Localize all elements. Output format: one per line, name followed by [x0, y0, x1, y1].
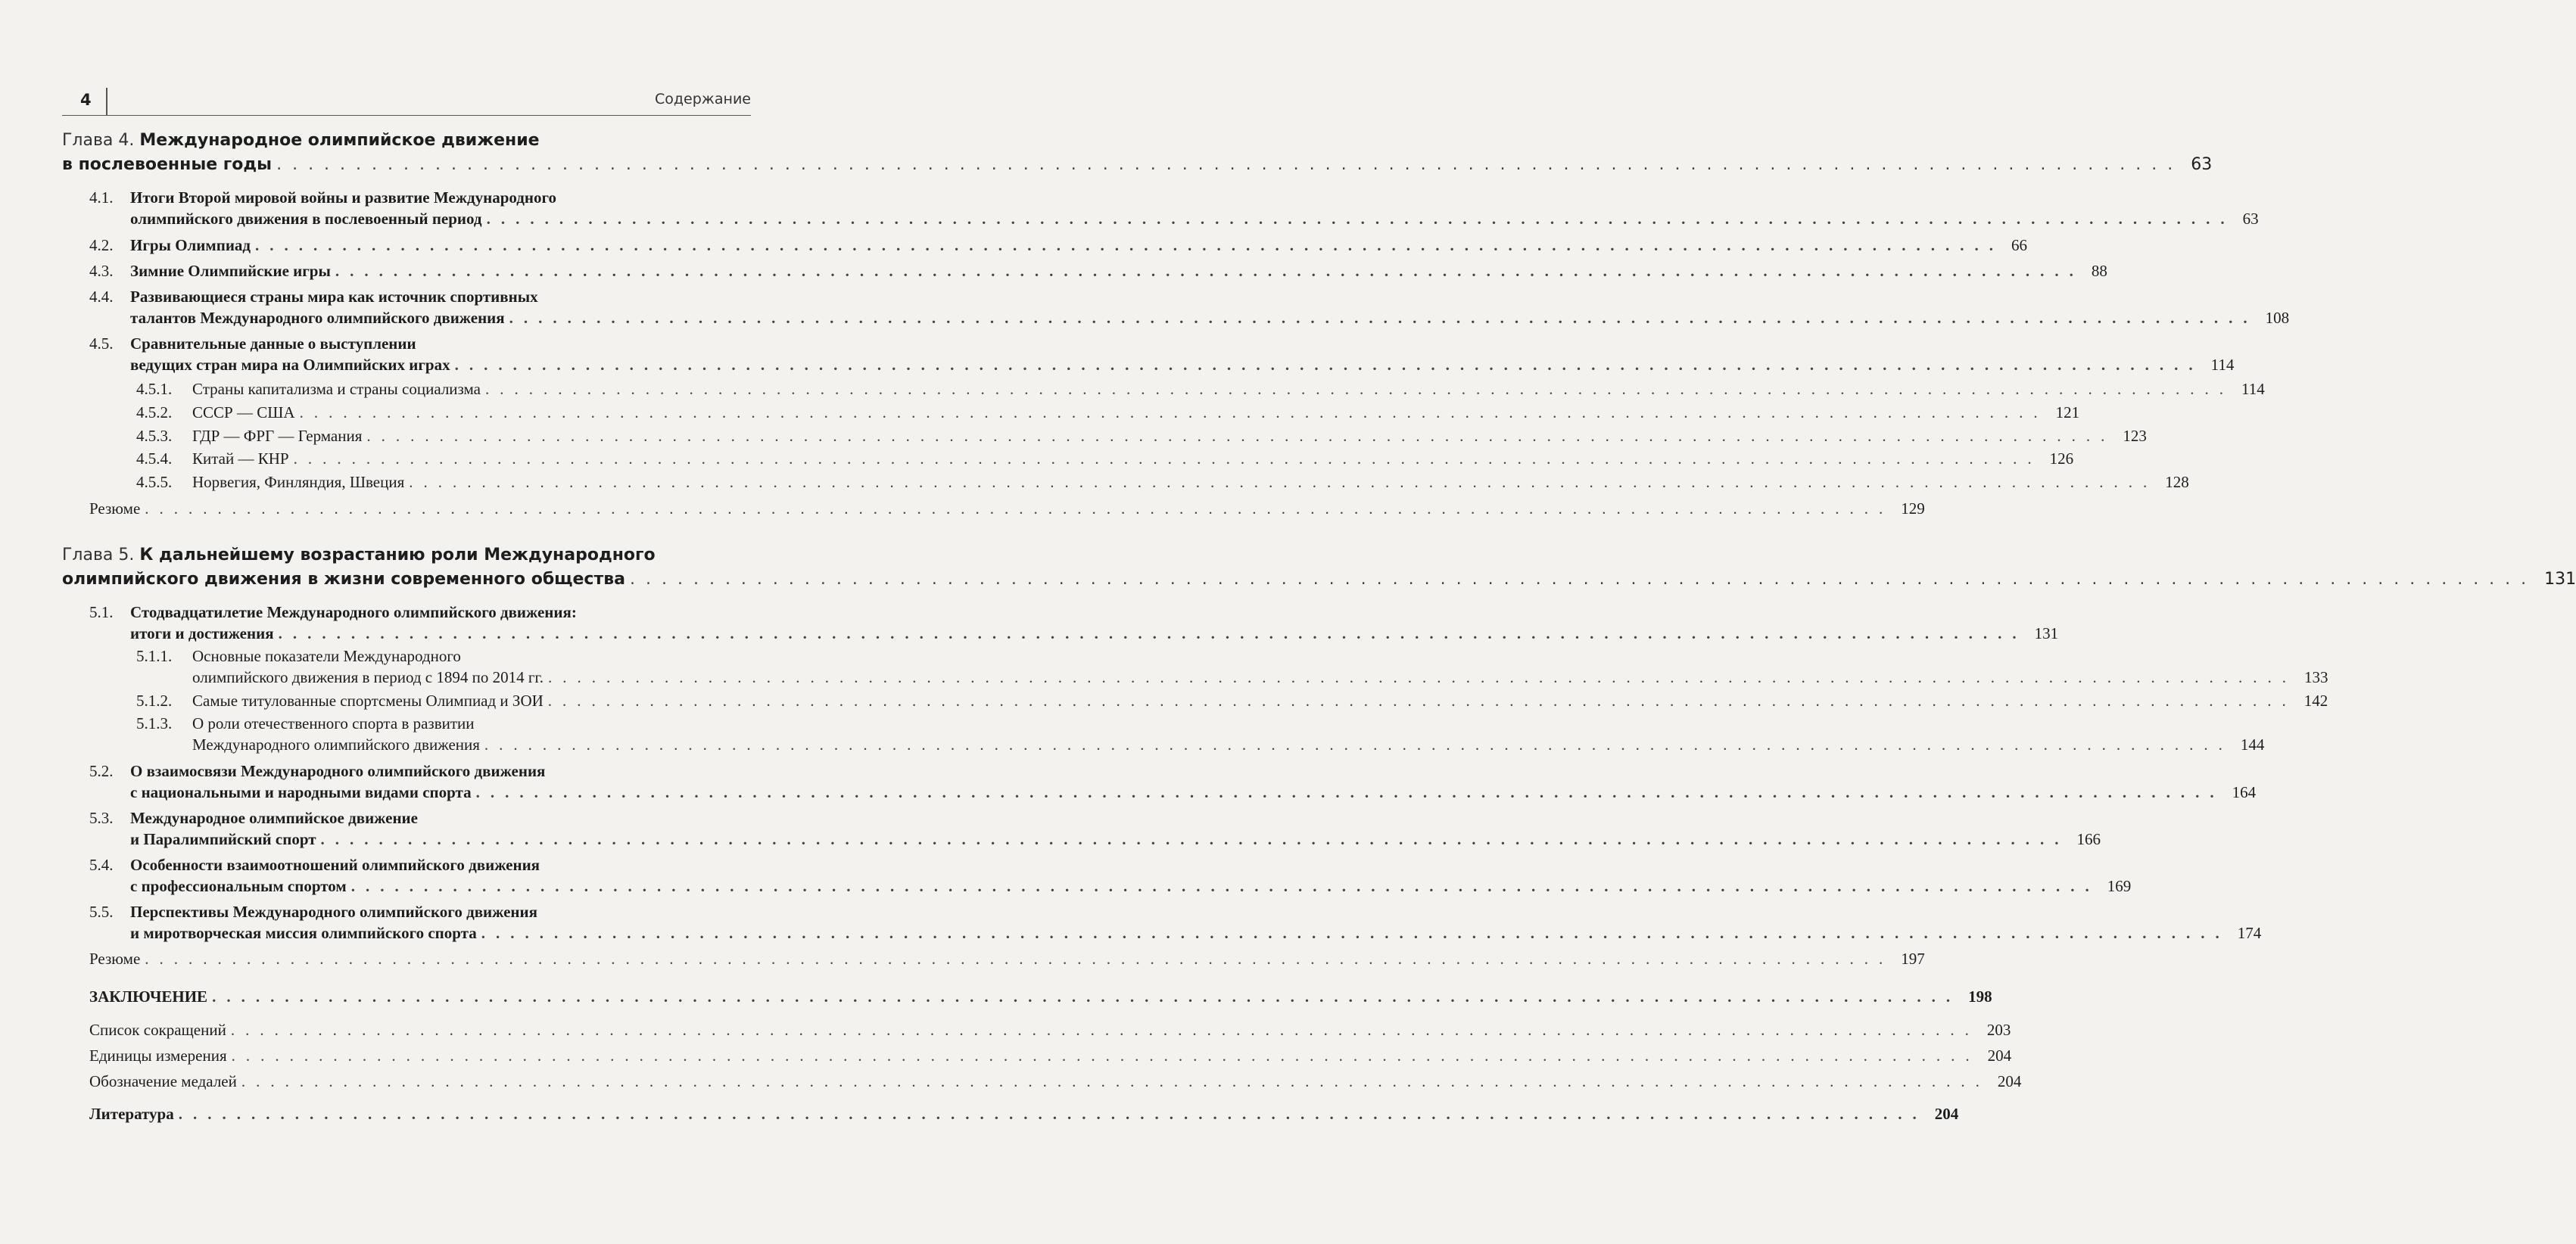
leader-dots: ........................................................................................................................: [231, 1047, 1980, 1065]
leader-dots: ........................................................................................................................: [335, 262, 2084, 280]
section-number: 5.5.: [89, 903, 114, 921]
subsection-title: Норвегия, Финляндия, Швеция: [192, 473, 405, 491]
section-title: Игры Олимпиад: [130, 236, 251, 254]
section-title: Итоги Второй мировой войны и развитие Международного: [130, 188, 557, 207]
leader-dots: ........................................................................................................................: [475, 783, 2225, 801]
entry-title: Единицы измерения: [89, 1047, 227, 1065]
leader-dots: ........................................................................................................................: [509, 309, 2258, 327]
leader-dots: ........................................................................................................................: [547, 668, 2297, 686]
subsection-title: Страны капитализма и страны социализма: [192, 380, 481, 398]
leader-dots: ........................................................................................................................: [276, 155, 2184, 174]
page-ref: 204: [1934, 1105, 1959, 1123]
section-title: Стодвадцатилетие Международного олимпийского движения:: [130, 603, 577, 621]
leader-dots: ........................................................................................................................: [629, 570, 2537, 589]
section-number: 5.3.: [89, 809, 114, 827]
leader-dots: ........................................................................................................................: [350, 877, 2100, 895]
toc-entry-4-3[interactable]: [89, 260, 2107, 281]
section-title-continued: ведущих стран мира на Олимпийских играх: [130, 356, 450, 374]
toc-entry-4-5-2[interactable]: [136, 402, 2080, 424]
page-ref: 166: [2076, 830, 2101, 848]
page-ref: 204: [1997, 1072, 2022, 1090]
page-ref: 129: [1901, 499, 1925, 518]
leader-dots: ........................................................................................................................: [230, 1021, 1980, 1039]
page-ref: 197: [1901, 950, 1925, 968]
page-ref: 204: [1987, 1047, 2012, 1065]
subsection-number: 5.1.3.: [136, 714, 173, 732]
subsection-number: 4.5.1.: [136, 380, 173, 398]
subsection-number: 5.1.1.: [136, 647, 173, 665]
toc-entry-literature[interactable]: [89, 1103, 1959, 1124]
header-divider: [106, 88, 107, 115]
page-ref: 142: [2303, 692, 2328, 710]
section-title-continued: и Паралимпийский спорт: [130, 830, 316, 848]
subsection-title: Самые титулованные спортсмены Олимпиад и ЗОИ: [192, 692, 544, 710]
section-title: Сравнительные данные о выступлении: [130, 334, 416, 353]
leader-dots: ........................................................................................................................: [255, 236, 2004, 254]
section-title-continued: олимпийского движения в послевоенный период: [130, 210, 482, 228]
toc-entry-4-5-4[interactable]: [136, 448, 2074, 470]
subsection-title: ГДР — ФРГ — Германия: [192, 427, 363, 445]
running-header: [62, 85, 751, 116]
leader-dots: ........................................................................................................................: [178, 1105, 1927, 1123]
section-number: 4.2.: [89, 236, 114, 254]
page-ref: 203: [1986, 1021, 2011, 1039]
toc-entry-4-2[interactable]: [89, 235, 2028, 256]
chapter-title-continued: олимпийского движения в жизни современного общества: [62, 570, 625, 589]
section-title-continued: с профессиональным спортом: [130, 877, 347, 895]
page-ref: 198: [1968, 987, 1992, 1006]
section-number: 4.4.: [89, 288, 114, 306]
toc-entry-4-5-5[interactable]: [136, 471, 2189, 493]
page-number: 4: [80, 91, 92, 109]
entry-title: ЗАКЛЮЧЕНИЕ: [89, 987, 208, 1006]
leader-dots: ........................................................................................................................: [454, 356, 2204, 374]
leader-dots: ........................................................................................................................: [366, 427, 2116, 445]
section-title: Зимние Олимпийские игры: [130, 262, 331, 280]
toc-entry-units[interactable]: [89, 1045, 2012, 1066]
page-ref: 131: [2034, 624, 2059, 642]
section-title: Перспективы Международного олимпийского движения: [130, 903, 537, 921]
leader-dots: ........................................................................................................................: [484, 736, 2233, 754]
chapter-title: К дальнейшему возрастанию роли Международного: [139, 546, 656, 564]
subsection-title: Китай — КНР: [192, 449, 289, 468]
section-title-continued: итоги и достижения: [130, 624, 274, 642]
subsection-number: 4.5.4.: [136, 449, 173, 468]
page-ref: 63: [2242, 210, 2259, 228]
subsection-title: О роли отечественного спорта в развитии: [192, 714, 475, 732]
section-title-continued: и миротворческая миссия олимпийского спорта: [130, 924, 477, 942]
leader-dots: ........................................................................................................................: [486, 210, 2235, 228]
chapter-title-continued: в послевоенные годы: [62, 155, 273, 174]
leader-dots: ........................................................................................................................: [293, 449, 2042, 468]
page-ref: 121: [2055, 403, 2080, 421]
section-title-continued: с национальными и народными видами спорта: [130, 783, 472, 801]
subsection-title-continued: Международного олимпийского движения: [192, 736, 480, 754]
page-ref: 133: [2303, 668, 2328, 686]
section-title: Особенности взаимоотношений олимпийского движения: [130, 856, 540, 874]
section-number: 4.3.: [89, 262, 114, 280]
section-number: 5.1.: [89, 603, 114, 621]
entry-title: Резюме: [89, 499, 141, 518]
section-title: Развивающиеся страны мира как источник спортивных: [130, 288, 538, 306]
subsection-title: СССР — США: [192, 403, 295, 421]
toc-entry-resume-4[interactable]: [89, 498, 1925, 519]
subsection-number: 4.5.5.: [136, 473, 173, 491]
leader-dots: ........................................................................................................................: [481, 924, 2230, 942]
chapter-label: Глава 4.: [62, 131, 135, 150]
leader-dots: ........................................................................................................................: [145, 499, 1894, 518]
page-ref: 114: [2210, 356, 2235, 374]
subsection-number: 5.1.2.: [136, 692, 173, 710]
leader-dots: ........................................................................................................................: [278, 624, 2027, 642]
section-number: 4.1.: [89, 188, 114, 207]
page-ref: 169: [2107, 877, 2132, 895]
subsection-number: 4.5.3.: [136, 427, 173, 445]
entry-title: Литература: [89, 1105, 174, 1123]
page-ref: 63: [2191, 155, 2213, 174]
leader-dots: ........................................................................................................................: [299, 403, 2048, 421]
section-title: Международное олимпийское движение: [130, 809, 418, 827]
page-ref: 114: [2241, 380, 2265, 398]
leader-dots: ........................................................................................................................: [241, 1072, 1990, 1090]
toc-entry-4-5-3[interactable]: [136, 425, 2147, 447]
chapter-title: Международное олимпийское движение: [139, 131, 540, 150]
page-ref: 123: [2123, 427, 2147, 445]
leader-dots: ........................................................................................................................: [145, 950, 1894, 968]
toc-entry-conclusion[interactable]: [89, 986, 1992, 1007]
toc-entry-medals[interactable]: [89, 1071, 2022, 1092]
leader-dots: ........................................................................................................................: [212, 987, 1961, 1006]
toc-entry-5-1-2[interactable]: [136, 690, 2328, 712]
subsection-title: Основные показатели Международного: [192, 647, 461, 665]
section-title: О взаимосвязи Международного олимпийского движения: [130, 762, 546, 780]
page-ref: 126: [2049, 449, 2074, 468]
page-ref: 88: [2091, 262, 2107, 280]
section-number: 5.2.: [89, 762, 114, 780]
toc-entry-resume-5[interactable]: [89, 948, 1925, 969]
toc-entry-abbreviations[interactable]: [89, 1019, 2011, 1040]
page-ref: 108: [2265, 309, 2290, 327]
section-title-continued: талантов Международного олимпийского движения: [130, 309, 505, 327]
subsection-title-continued: олимпийского движения в период с 1894 по 2014 гг.: [192, 668, 544, 686]
entry-title: Резюме: [89, 950, 141, 968]
running-title: Содержание: [655, 91, 751, 107]
subsection-number: 4.5.2.: [136, 403, 173, 421]
toc-entry-4-5-1[interactable]: [136, 378, 2265, 400]
leader-dots: ........................................................................................................................: [547, 692, 2297, 710]
leader-dots: ........................................................................................................................: [320, 830, 2070, 848]
page-ref: 174: [2237, 924, 2262, 942]
page-ref: 164: [2232, 783, 2257, 801]
page-ref: 144: [2240, 736, 2265, 754]
page-ref: 66: [2011, 236, 2028, 254]
chapter-label: Глава 5.: [62, 546, 135, 564]
section-number: 4.5.: [89, 334, 114, 353]
entry-title: Список сокращений: [89, 1021, 226, 1039]
page-ref: 128: [2165, 473, 2189, 491]
section-number: 5.4.: [89, 856, 114, 874]
leader-dots: ........................................................................................................................: [485, 380, 2235, 398]
leader-dots: ........................................................................................................................: [409, 473, 2158, 491]
entry-title: Обозначение медалей: [89, 1072, 237, 1090]
page-ref: 131: [2544, 570, 2576, 589]
